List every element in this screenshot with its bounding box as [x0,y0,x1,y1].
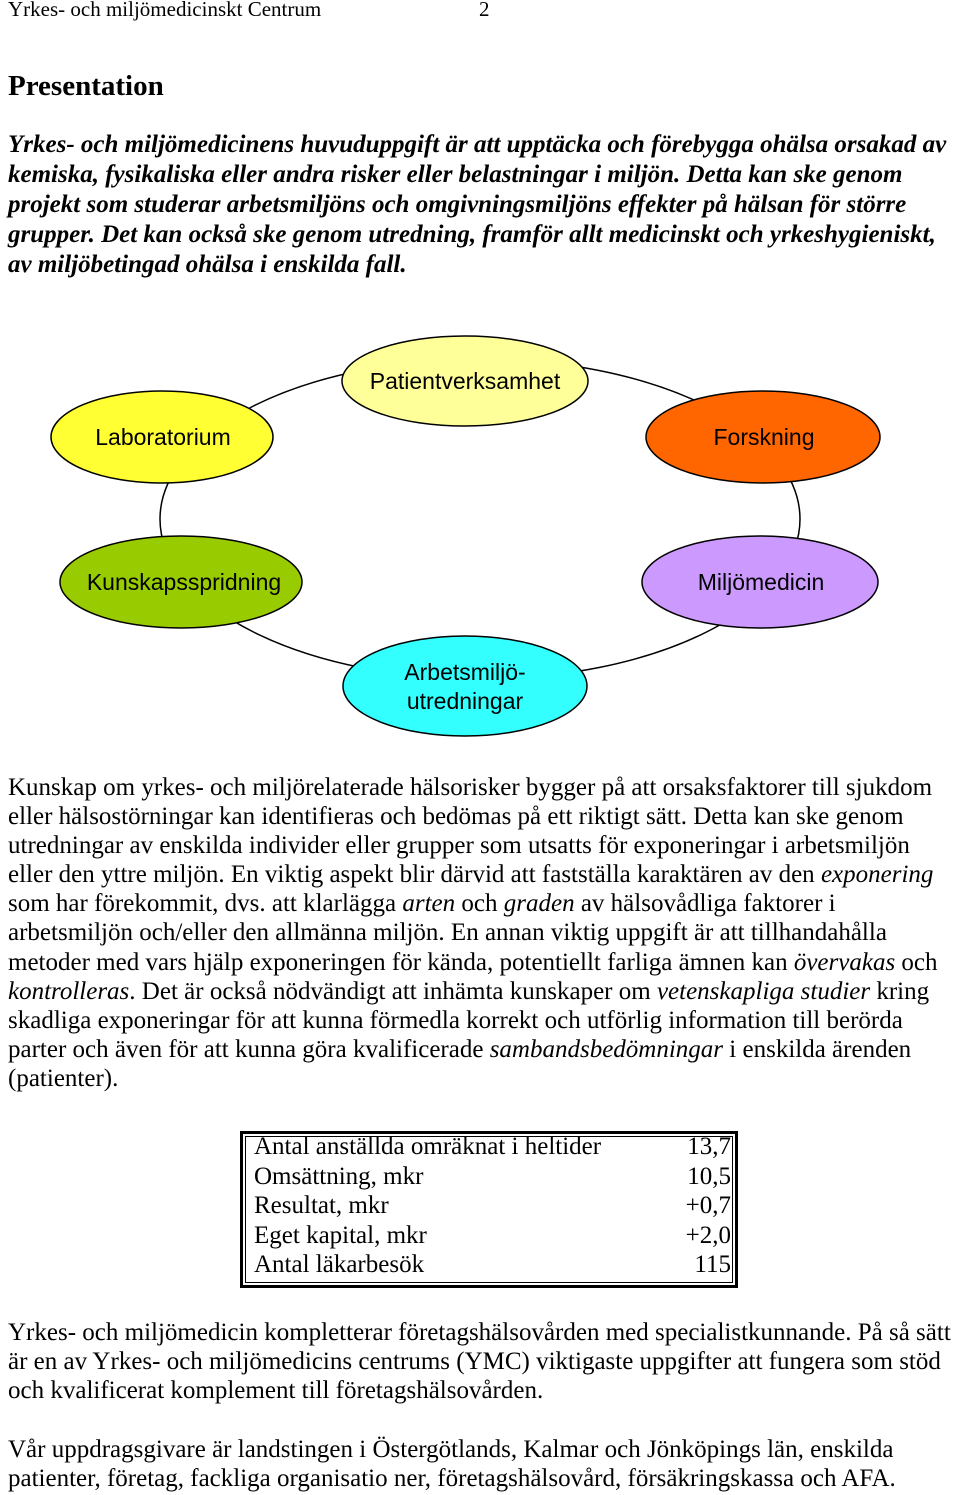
table-row [254,1250,731,1280]
table-row [254,1221,731,1251]
body-line [8,860,938,889]
complement-line: och kvalificerat komplement till företagshälsovården. [8,1377,544,1404]
clients-paragraph [8,1435,896,1493]
body-text-segment: . Det är också nödvändigt att inhämta kunskaper om [129,977,657,1005]
node-arbetsmiljoutredningar-label-line-1: Arbetsmiljö- [404,659,526,685]
table-row-value: 10,5 [687,1162,731,1190]
intro-line: Yrkes- och miljömedicinens huvuduppgift är att upptäcka och förebygga ohälsa orsakad av [8,131,947,158]
page-heading: Presentation [8,70,164,102]
table-row [254,1162,731,1192]
body-line [8,977,938,1006]
body-text-segment: kring [870,977,930,1005]
node-miljomedicin [642,536,878,628]
table-row-value: +0,7 [685,1192,731,1219]
running-header-title: Yrkes- och miljömedicinskt Centrum [8,0,322,21]
body-text-segment: (patienter). [8,1064,119,1092]
body-text-segment: parter och även för att kunna göra kvalificerade [8,1035,490,1063]
body-line [8,948,938,977]
body-line [8,1006,938,1035]
body-line [8,802,938,831]
intro-line: av miljöbetingad ohälsa i enskilda fall. [8,251,407,278]
table-row [254,1191,731,1221]
node-arbetsmiljoutredningar-shape [343,636,587,736]
body-line [8,889,938,918]
body-emphasis: sambandsbedömningar [489,1035,724,1063]
body-text-segment: Kunskap om yrkes- och miljörelaterade hälsorisker bygger på att orsaksfaktorer till sjukdom [8,774,933,801]
node-patientverksamhet [342,336,588,426]
complement-paragraph [8,1318,951,1405]
table-row-label: Resultat, mkr [254,1192,389,1219]
key-figures-table [240,1131,738,1288]
body-text-segment: eller hälsostörningar kan identifieras och bedömas på ett riktigt sätt. Detta kan ske genom [8,803,904,831]
body-text-segment: eller den yttre miljön. En viktig aspekt blir därvid att fastställa karaktären av den [8,861,821,889]
body-text-segment: utredningar av enskilda individer eller grupper som utsatts för exponeringar i arbetsmiljön [8,832,910,860]
table-row-value: +2,0 [685,1221,731,1249]
complement-line: är en av Yrkes- och miljömedicins centrums (YMC) viktigaste uppgifter att fungera som stöd [8,1348,941,1375]
body-text-segment: som har förekommit, dvs. att klarlägga [8,890,403,918]
node-arbetsmiljoutredningar-label-line-2: utredningar [406,688,524,714]
body-emphasis: graden [503,890,575,918]
node-forskning [646,391,880,483]
table-row-label: Antal anställda omräknat i heltider [254,1133,602,1160]
node-kunskapsspridning-label: Kunskapsspridning [86,569,282,595]
table-row [254,1132,731,1162]
intro-line: grupper. Det kan också ske genom utredning, framför allt medicinskt och yrkeshygieniskt, [8,221,936,248]
body-emphasis: vetenskapliga studier [656,977,871,1005]
intro-line: projekt som studerar arbetsmiljöns och omgivningsmiljöns effekter på hälsan för större [8,191,907,218]
clients-line: patienter, företag, fackliga organisatio ner, företagshälsovård, försäkringskassa och AFA. [8,1465,896,1492]
node-patientverksamhet-label: Patientverksamhet [369,368,561,394]
clients-line: Vår uppdragsgivare är landstingen i Östergötlands, Kalmar och Jönköpings län, enskilda [8,1436,894,1463]
body-emphasis: kontrolleras [8,977,130,1005]
page-number: 2 [479,0,490,21]
body-line [8,918,938,947]
key-figures-rows [254,1132,731,1280]
body-text-segment: och [455,890,504,918]
body-line [8,1064,938,1093]
node-laboratorium-label: Laboratorium [95,424,231,450]
node-kunskapsspridning [60,536,302,628]
body-emphasis: arten [402,890,456,918]
node-forskning-label: Forskning [713,424,815,450]
body-emphasis: övervakas [793,948,896,976]
table-row-label: Antal läkarbesök [254,1251,425,1278]
table-row-value: 115 [694,1251,731,1278]
table-row-label: Eget kapital, mkr [254,1221,427,1249]
body-line [8,773,938,802]
node-laboratorium [51,391,273,483]
body-line [8,1035,938,1064]
complement-line: Yrkes- och miljömedicin kompletterar företagshälsovården med specialistkunnande. På så sätt [8,1319,951,1346]
body-paragraph [8,773,938,1093]
body-emphasis: exponering [820,861,934,889]
body-line [8,831,938,860]
intro-line: kemiska, fysikaliska eller andra risker eller belastningar i miljön. Detta kan ske genom [8,161,903,188]
table-row-value: 13,7 [687,1133,731,1160]
body-text-segment: skadliga exponeringar för att kunna förmedla korrekt och utförlig information till berörda [8,1006,903,1034]
body-text-segment: metoder med vars hjälp exponeringen för kända, potentiellt farliga ämnen kan [8,948,794,976]
body-text-segment: av hälsovådliga faktorer i [574,890,836,918]
intro-paragraph [8,130,946,280]
body-text-segment: arbetsmiljön och/eller den allmänna miljön. En annan viktig uppgift är att tillhandahålla [8,919,887,947]
table-row-label: Omsättning, mkr [254,1162,424,1190]
node-miljomedicin-label: Miljömedicin [697,569,825,595]
node-arbetsmiljoutredningar [343,636,587,736]
body-text-segment: och [895,948,938,976]
body-text-segment: i enskilda ärenden [723,1035,912,1063]
activity-cycle-diagram [0,320,960,750]
